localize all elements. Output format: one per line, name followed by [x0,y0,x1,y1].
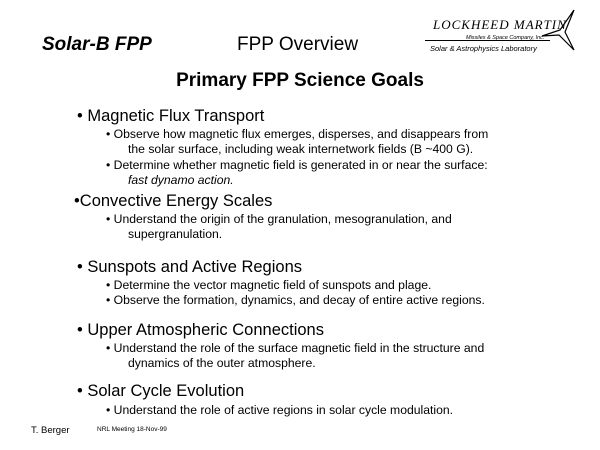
bullet-continuation: dynamics of the outer atmosphere. [128,356,316,371]
section-items-upper-atmosphere [106,341,484,372]
bullet-item [106,341,484,372]
star-icon [540,8,576,52]
bullet-item [106,127,488,158]
header-project-title: Solar-B FPP [42,34,152,55]
section-heading-upper-atmosphere: • Upper Atmospheric Connections [77,321,324,339]
bullet-line: • Understand the role of the surface magnetic field in the structure and [106,341,485,355]
footer-meeting: NRL Meeting 18-Nov-99 [97,426,167,433]
bullet-item: • Determine the vector magnetic field of sunspots and plage. [106,278,432,292]
bullet-continuation: supergranulation. [128,227,223,242]
bullet-continuation: the solar surface, including weak internetwork fields (B ~400 G). [128,142,474,157]
section-heading-convective-scales: •Convective Energy Scales [74,192,273,210]
section-heading-solar-cycle: • Solar Cycle Evolution [77,382,245,400]
bullet-line: • Determine whether magnetic field is generated in or near the surface: [106,157,488,172]
section-items-convective-scales [106,212,452,243]
header-section-title: FPP Overview [237,34,359,55]
section-items-solar-cycle [106,403,453,418]
bullet-item [106,212,452,243]
bullet-line: • Understand the origin of the granulation, mesogranulation, and [106,212,452,226]
bullet-item [106,158,488,189]
bullet-emphasis: fast dynamo action. [128,173,234,188]
bullet-item: • Observe the formation, dynamics, and decay of entire active regions. [106,293,485,308]
logo-company-name: LOCKHEED MARTIN [433,17,567,32]
slide-title: Primary FPP Science Goals [176,70,424,91]
logo-subtitle: Missiles & Space Company, Inc. [466,35,545,41]
bullet-item: • Understand the role of active regions in solar cycle modulation. [106,403,454,417]
footer-author: T. Berger [31,425,70,436]
section-heading-flux-transport: • Magnetic Flux Transport [77,107,265,125]
section-items-sunspots [106,278,485,309]
section-items-flux-transport [106,127,488,189]
bullet-line: • Observe how magnetic flux emerges, disperses, and disappears from [106,127,489,141]
bullet-continuation [106,173,488,188]
section-heading-sunspots: • Sunspots and Active Regions [77,258,302,276]
logo-lab-name: Solar & Astrophysics Laboratory [430,44,537,53]
